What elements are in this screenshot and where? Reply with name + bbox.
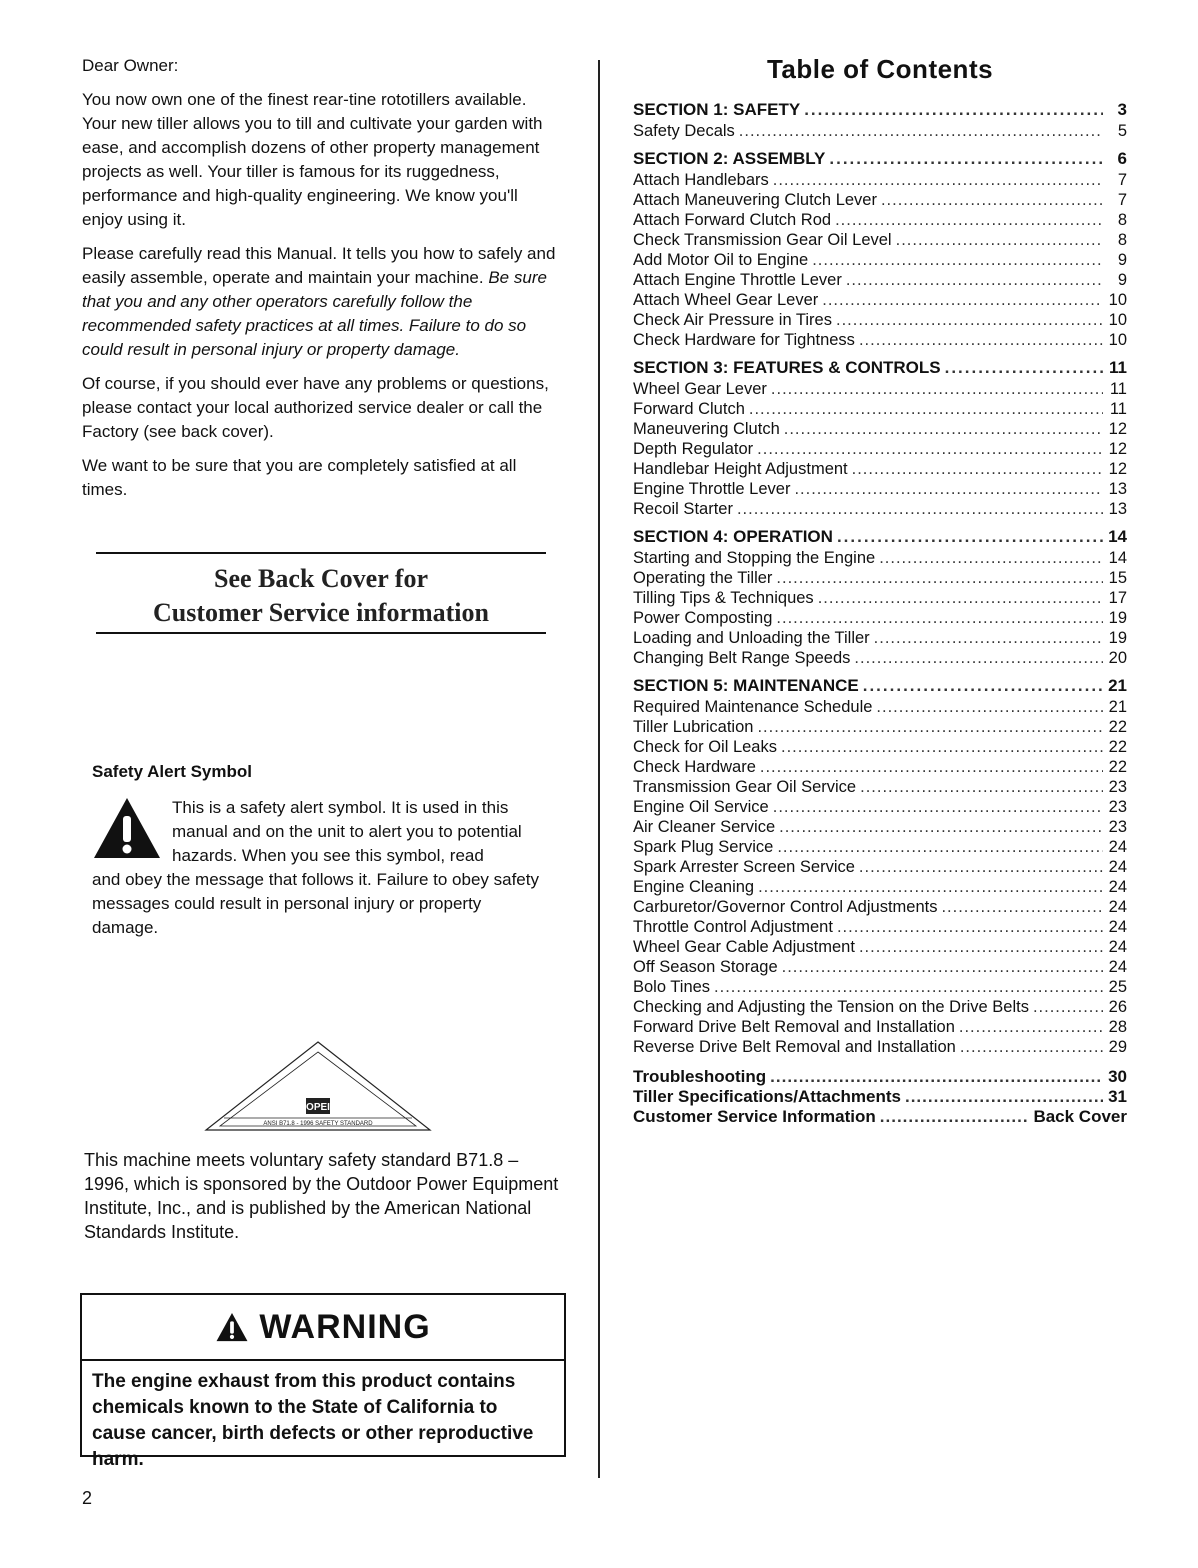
certification-seal: [204, 1040, 432, 1132]
toc-entry-label: Starting and Stopping the Engine: [633, 549, 876, 567]
toc-entry-page: 20: [1108, 649, 1127, 667]
dot-leader: [836, 310, 1103, 330]
toc-entry-label: Operating the Tiller: [633, 569, 773, 587]
toc-entry-label: Forward Clutch: [633, 400, 745, 418]
dot-leader: [874, 628, 1103, 648]
service-line-2: Customer Service information: [152, 598, 489, 627]
toc-entry-label: Off Season Storage: [633, 958, 778, 976]
toc-entry-label: SECTION 2: ASSEMBLY: [633, 149, 826, 168]
warning-body: The engine exhaust from this product contains chemicals known to the State of California to cause cancer, birth defects or other reproductive harm.: [92, 1371, 534, 1470]
toc-entry[interactable]: [633, 817, 1127, 837]
toc-entry[interactable]: [633, 548, 1127, 568]
toc-entry-page: 11: [1109, 380, 1127, 398]
toc-entry-label: Customer Service Information: [633, 1107, 876, 1126]
toc-entry-page: 14: [1108, 527, 1127, 546]
toc-entry[interactable]: [633, 697, 1127, 717]
dot-leader: [749, 399, 1103, 419]
safety-text-rest: and obey the message that follows it. Failure to obey safety messages could result in personal injury or property damage.: [92, 870, 539, 937]
toc-entry-label: Tilling Tips & Techniques: [633, 589, 814, 607]
toc-entry-page: 13: [1108, 500, 1127, 518]
toc-entry-page: 26: [1108, 998, 1127, 1016]
dot-leader: [859, 857, 1103, 877]
dot-leader: [770, 1067, 1103, 1087]
toc-entry-bold[interactable]: [633, 1107, 1127, 1127]
toc-sections: [633, 99, 1127, 1057]
toc-title: Table of Contents: [766, 54, 994, 84]
toc-entry-page: 10: [1108, 331, 1127, 349]
dot-leader: [905, 1087, 1103, 1107]
dot-leader: [782, 957, 1103, 977]
toc-entry-page: 29: [1108, 1038, 1127, 1056]
toc-entry[interactable]: [633, 757, 1127, 777]
manual-paragraph: [82, 242, 557, 362]
toc-entry[interactable]: [633, 608, 1127, 628]
dot-leader: [777, 837, 1103, 857]
warning-title: WARNING: [259, 1307, 431, 1346]
toc-entry-page: 12: [1108, 440, 1127, 458]
toc-entry-page: 5: [1117, 122, 1127, 140]
toc-entry[interactable]: [633, 777, 1127, 797]
dot-leader: [896, 230, 1103, 250]
toc-entry-page: 9: [1117, 251, 1127, 269]
toc-entry-label: Bolo Tines: [633, 978, 711, 996]
toc-entry[interactable]: [633, 977, 1127, 997]
dot-leader: [859, 330, 1103, 350]
toc-entry[interactable]: [633, 330, 1127, 350]
seal-text: ANSI B71.8 - 1996 SAFETY STANDARD: [263, 1121, 373, 1127]
toc-entry[interactable]: [633, 797, 1127, 817]
toc-entry-page: 8: [1117, 231, 1127, 249]
toc-entry[interactable]: [633, 568, 1127, 588]
left-column: [82, 56, 557, 512]
toc-tail: [633, 1067, 1127, 1127]
toc-entry-label: Forward Drive Belt Removal and Installation: [633, 1018, 955, 1036]
dot-leader: [771, 379, 1103, 399]
greeting: Dear Owner:: [82, 56, 179, 75]
toc-entry[interactable]: [633, 937, 1127, 957]
toc-entry-page: 21: [1108, 676, 1127, 695]
dot-leader: [776, 568, 1103, 588]
toc-section: [633, 675, 1127, 1057]
toc-entry-page: 10: [1108, 311, 1127, 329]
toc-entry-page: 21: [1108, 698, 1127, 716]
dot-leader: [854, 648, 1103, 668]
toc-section-heading[interactable]: [633, 357, 1127, 379]
toc-entry-label: Transmission Gear Oil Service: [633, 778, 857, 796]
toc-entry-bold[interactable]: [633, 1067, 1127, 1087]
toc-entry[interactable]: [633, 310, 1127, 330]
toc-entry-label: Add Motor Oil to Engine: [633, 251, 809, 269]
toc-entry-label: Check Hardware for Tightness: [633, 331, 855, 349]
toc-entry-label: Safety Decals: [633, 122, 735, 140]
dot-leader: [784, 419, 1103, 439]
toc-entry-label: Check Transmission Gear Oil Level: [633, 231, 892, 249]
toc-entry-page: 22: [1108, 718, 1127, 736]
toc-entry[interactable]: [633, 1017, 1127, 1037]
dot-leader: [960, 1037, 1103, 1057]
toc-entry-label: Engine Cleaning: [633, 878, 755, 896]
dot-leader: [779, 817, 1103, 837]
toc-entry-label: Tiller Specifications/Attachments: [633, 1087, 901, 1106]
toc-entry-page: 19: [1108, 629, 1127, 647]
toc-entry-label: Spark Plug Service: [633, 838, 774, 856]
toc-entry-page: 24: [1108, 938, 1127, 956]
toc-entry-label: Maneuvering Clutch: [633, 420, 780, 438]
toc-entry[interactable]: [633, 170, 1127, 190]
toc-entry-label: Required Maintenance Schedule: [633, 698, 873, 716]
toc-entry-page: 24: [1108, 898, 1127, 916]
toc-entry-label: SECTION 4: OPERATION: [633, 527, 833, 546]
dot-leader: [758, 877, 1103, 897]
toc-entry[interactable]: [633, 917, 1127, 937]
toc-entry-page: 30: [1108, 1067, 1127, 1086]
toc-entry-page: 6: [1117, 149, 1127, 168]
toc-section-heading[interactable]: [633, 675, 1127, 697]
dot-leader: [837, 526, 1103, 548]
toc-entry-label: Attach Maneuvering Clutch Lever: [633, 191, 877, 209]
toc-section: [633, 526, 1127, 668]
toc-entry-page: Back Cover: [1033, 1107, 1127, 1126]
intro-paragraph: You now own one of the finest rear-tine rototillers available. Your new tiller allows you to till and cultivate your garden with ease, and accomplish dozens of other property management projects as well. Your tiller is famous for its ruggedness, performance and high-quality engineering. We know you'll enjoy using it.: [82, 90, 543, 229]
toc-entry-page: 24: [1108, 958, 1127, 976]
dot-leader: [794, 479, 1103, 499]
dot-leader: [860, 777, 1103, 797]
toc-entry-label: Checking and Adjusting the Tension on the Drive Belts: [633, 998, 1029, 1016]
toc-entry-page: 24: [1108, 878, 1127, 896]
dot-leader: [818, 588, 1103, 608]
toc-entry-page: 11: [1109, 358, 1127, 377]
dot-leader: [880, 1107, 1030, 1127]
safety-alert-title: Safety Alert Symbol: [92, 762, 252, 781]
toc-section-heading[interactable]: [633, 99, 1127, 121]
dot-leader: [739, 121, 1103, 141]
toc-entry[interactable]: [633, 379, 1127, 399]
toc-entry-label: Attach Forward Clutch Rod: [633, 211, 832, 229]
dot-leader: [804, 99, 1103, 121]
dot-leader: [863, 675, 1103, 697]
toc-entry-page: 13: [1108, 480, 1127, 498]
toc-entry-page: 23: [1108, 778, 1127, 796]
safety-text-indented: This is a safety alert symbol. It is used in this manual and on the unit to alert you to potential hazards. When you see this symbol, read: [172, 798, 522, 865]
toc-entry-page: 25: [1108, 978, 1127, 996]
dot-leader: [812, 250, 1103, 270]
dot-leader: [881, 190, 1103, 210]
toc-entry-label: Attach Wheel Gear Lever: [633, 291, 819, 309]
toc-section-heading[interactable]: [633, 148, 1127, 170]
toc-entry-page: 19: [1108, 609, 1127, 627]
toc-entry[interactable]: [633, 290, 1127, 310]
dot-leader: [737, 499, 1103, 519]
toc-entry-page: 7: [1117, 171, 1127, 189]
toc-entry-label: Spark Arrester Screen Service: [633, 858, 855, 876]
toc-entry[interactable]: [633, 837, 1127, 857]
toc-entry[interactable]: [633, 419, 1127, 439]
toc-entry[interactable]: [633, 499, 1127, 519]
toc-entry[interactable]: [633, 857, 1127, 877]
dot-leader: [945, 357, 1103, 379]
toc-entry[interactable]: [633, 957, 1127, 977]
toc-entry[interactable]: [633, 1037, 1127, 1057]
dot-leader: [773, 170, 1103, 190]
toc-entry-page: 3: [1117, 100, 1127, 119]
toc-entry-page: 23: [1108, 818, 1127, 836]
toc-section: [633, 148, 1127, 350]
toc-entry[interactable]: [633, 877, 1127, 897]
toc-entry-page: 11: [1109, 400, 1127, 418]
toc-entry-label: Changing Belt Range Speeds: [633, 649, 851, 667]
toc-entry-label: Wheel Gear Cable Adjustment: [633, 938, 855, 956]
toc-entry-label: Engine Throttle Lever: [633, 480, 791, 498]
toc-entry[interactable]: [633, 459, 1127, 479]
toc-entry-page: 8: [1117, 211, 1127, 229]
toc-entry-page: 31: [1108, 1087, 1127, 1106]
toc-entry[interactable]: [633, 210, 1127, 230]
dot-leader: [879, 548, 1103, 568]
toc-entry-label: Carburetor/Governor Control Adjustments: [633, 898, 938, 916]
dot-leader: [760, 757, 1103, 777]
toc-entry[interactable]: [633, 250, 1127, 270]
service-line-1: See Back Cover for: [214, 564, 428, 593]
toc-entry-page: 22: [1108, 738, 1127, 756]
toc-entry[interactable]: [633, 588, 1127, 608]
problems-paragraph: Of course, if you should ever have any problems or questions, please contact your local authorized service dealer or call the Factory (see back cover).: [82, 374, 549, 441]
satisfied-paragraph: We want to be sure that you are completely satisfied at all times.: [82, 456, 517, 499]
warning-header: [82, 1295, 564, 1361]
warning-icon: [215, 1312, 249, 1342]
dot-leader: [773, 797, 1103, 817]
toc-entry-label: SECTION 3: FEATURES & CONTROLS: [633, 358, 941, 377]
dot-leader: [846, 270, 1103, 290]
toc-entry-label: SECTION 5: MAINTENANCE: [633, 676, 859, 695]
toc-entry-label: Reverse Drive Belt Removal and Installation: [633, 1038, 956, 1056]
dot-leader: [959, 1017, 1103, 1037]
toc-entry[interactable]: [633, 717, 1127, 737]
safety-standard-statement: This machine meets voluntary safety standard B71.8 – 1996, which is sponsored by the Outdoor Power Equipment Institute, Inc., and is published by the American National Standards Institute.: [84, 1150, 559, 1242]
dot-leader: [876, 697, 1103, 717]
toc-entry-label: Loading and Unloading the Tiller: [633, 629, 870, 647]
page-number: 2: [82, 1488, 93, 1508]
dot-leader: [781, 737, 1103, 757]
toc-entry-page: 15: [1108, 569, 1127, 587]
toc-entry[interactable]: [633, 270, 1127, 290]
toc-entry-label: Engine Oil Service: [633, 798, 769, 816]
toc-entry-page: 24: [1108, 858, 1127, 876]
toc-entry-label: Air Cleaner Service: [633, 818, 776, 836]
dot-leader: [757, 717, 1103, 737]
toc-entry-page: 24: [1108, 838, 1127, 856]
toc-entry[interactable]: [633, 648, 1127, 668]
dot-leader: [852, 459, 1103, 479]
table-of-contents: [633, 54, 1127, 1127]
toc-section: [633, 99, 1127, 141]
toc-entry-page: 17: [1108, 589, 1127, 607]
toc-entry[interactable]: [633, 997, 1127, 1017]
toc-entry[interactable]: [633, 737, 1127, 757]
toc-entry-label: Power Composting: [633, 609, 773, 627]
toc-entry-label: Handlebar Height Adjustment: [633, 460, 848, 478]
toc-entry-bold[interactable]: [633, 1087, 1127, 1107]
toc-entry-label: Depth Regulator: [633, 440, 754, 458]
warning-box: [80, 1293, 566, 1470]
toc-entry-label: Troubleshooting: [633, 1067, 767, 1086]
dot-leader: [829, 148, 1103, 170]
toc-entry-page: 24: [1108, 918, 1127, 936]
column-divider: [598, 60, 600, 1478]
dot-leader: [1033, 997, 1103, 1017]
toc-entry-label: Wheel Gear Lever: [633, 380, 767, 398]
toc-entry-label: Check Air Pressure in Tires: [633, 311, 832, 329]
toc-entry[interactable]: [633, 439, 1127, 459]
toc-entry[interactable]: [633, 628, 1127, 648]
toc-section-heading[interactable]: [633, 526, 1127, 548]
toc-entry[interactable]: [633, 479, 1127, 499]
toc-entry[interactable]: [633, 399, 1127, 419]
dot-leader: [859, 937, 1103, 957]
toc-entry-page: 14: [1108, 549, 1127, 567]
dot-leader: [822, 290, 1103, 310]
dot-leader: [714, 977, 1103, 997]
dot-leader: [776, 608, 1103, 628]
toc-entry-page: 28: [1108, 1018, 1127, 1036]
toc-entry-label: Attach Handlebars: [633, 171, 769, 189]
toc-entry-page: 7: [1117, 191, 1127, 209]
toc-entry-label: Check Hardware: [633, 758, 756, 776]
dot-leader: [837, 917, 1103, 937]
dot-leader: [835, 210, 1103, 230]
toc-entry-label: Throttle Control Adjustment: [633, 918, 833, 936]
customer-service-notice: [96, 552, 546, 634]
manual-paragraph-text: Please carefully read this Manual. It tells you how to safely and easily assemble, operate and maintain your machine.: [82, 244, 556, 287]
toc-entry-page: 12: [1108, 460, 1127, 478]
toc-entry-page: 9: [1117, 271, 1127, 289]
toc-entry-label: SECTION 1: SAFETY: [633, 100, 801, 119]
manual-paragraph-italic: Be sure that you and any other operators carefully follow the recommended safety practices at all times. Failure to do so could result in personal injury or property damage.: [82, 268, 547, 359]
toc-entry[interactable]: [633, 190, 1127, 210]
toc-entry[interactable]: [633, 230, 1127, 250]
toc-entry-page: 23: [1108, 798, 1127, 816]
toc-entry[interactable]: [633, 897, 1127, 917]
toc-entry-label: Attach Engine Throttle Lever: [633, 271, 842, 289]
svg-text:OPEI: OPEI: [306, 1102, 330, 1113]
dot-leader: [941, 897, 1103, 917]
toc-entry[interactable]: [633, 121, 1127, 141]
toc-entry-page: 10: [1108, 291, 1127, 309]
dot-leader: [757, 439, 1103, 459]
toc-entry-page: 12: [1108, 420, 1127, 438]
safety-alert-description: [92, 796, 552, 940]
toc-entry-label: Recoil Starter: [633, 500, 733, 518]
toc-entry-page: 22: [1108, 758, 1127, 776]
toc-entry-label: Check for Oil Leaks: [633, 738, 777, 756]
toc-entry-label: Tiller Lubrication: [633, 718, 754, 736]
toc-section: [633, 357, 1127, 519]
